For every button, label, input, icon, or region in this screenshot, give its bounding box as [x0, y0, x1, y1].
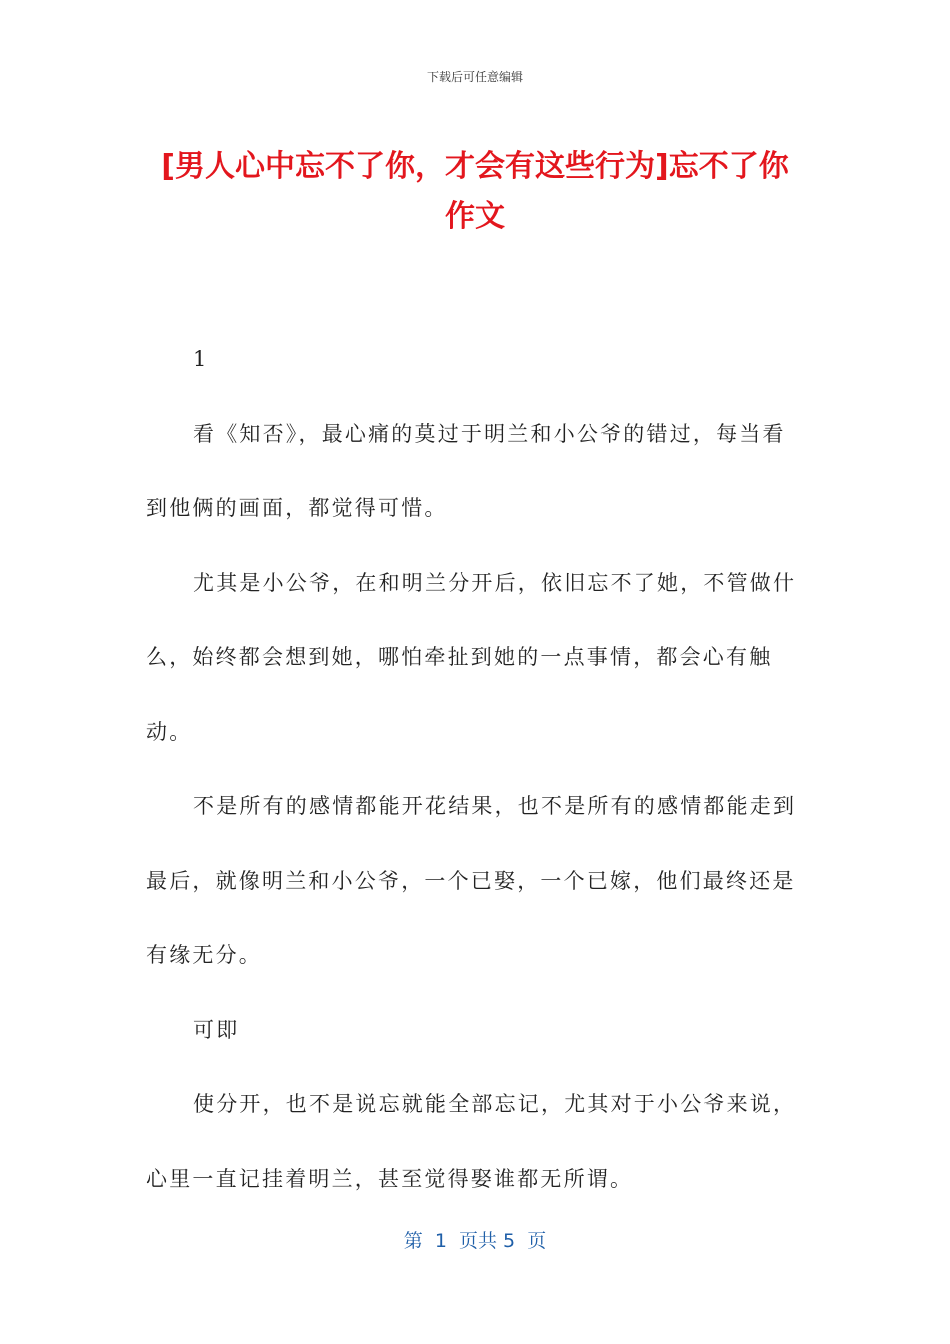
paragraph: 1 — [193, 347, 209, 371]
paragraph: 可即 — [193, 1017, 240, 1042]
paragraph: 尤其是小公爷，在和明兰分开后，依旧忘不了她，不管做什么，始终都会想到她，哪怕牵扯到她的一点事情，都会心有触动。 — [146, 570, 797, 744]
header-note: 下载后可任意编辑 — [426, 70, 523, 84]
document-title: [男人心中忘不了你，才会有这些行为]忘不了你作文 — [161, 149, 789, 234]
paragraph: 看《知否》，最心痛的莫过于明兰和小公爷的错过，每当看到他俩的画面，都觉得可惜。 — [146, 421, 786, 520]
paragraph: 不是所有的感情都能开花结果，也不是所有的感情都能走到最后，就像明兰和小公爷，一个已娶，一个已嫁，他们最终还是有缘无分。 — [146, 794, 797, 967]
page-indicator: 第 1 页共 5 页 — [403, 1230, 547, 1252]
paragraph: 使分开，也不是说忘就能全部忘记，尤其对于小公爷来说，心里一直记挂着明兰，甚至觉得娶谁都无所谓。 — [146, 1092, 797, 1191]
document-body — [146, 322, 806, 1216]
